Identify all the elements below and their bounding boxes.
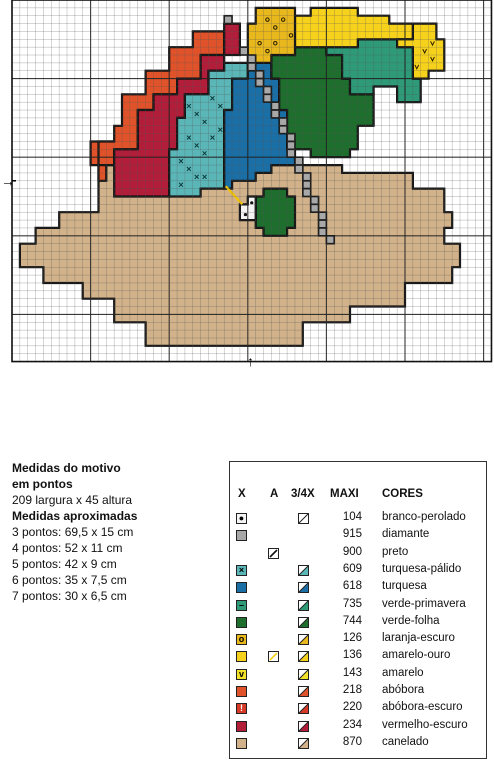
gray-stitch [256,71,264,79]
legend-row [230,666,486,684]
gray-stitch [319,228,327,236]
gray-stitch [279,126,287,134]
three-quarter-swatch [298,513,309,524]
measures-subtitle: em pontos [12,477,73,491]
cross-stitch-chart [0,0,494,375]
three-quarter-swatch [298,634,309,645]
gray-stitch [311,204,319,212]
die-pip [250,201,253,204]
legend-header-three-quarter: 3/4X [291,488,315,500]
legend-row [230,735,486,753]
gray-stitch [311,197,319,205]
measure-line: 7 pontos: 30 x 6,5 cm [12,589,127,603]
three-quarter-swatch [298,617,309,628]
gray-stitch [287,134,295,142]
legend-header-x: X [238,488,246,500]
three-quarter-swatch [298,721,309,732]
stitch-symbol: ! [240,703,243,714]
maxi-code: 618 [342,580,362,593]
color-name: amarelo-ouro [382,649,451,662]
motif-measurements [12,460,222,604]
legend-header-maxi: MAXI [330,488,359,500]
pattern-grid [0,0,494,375]
gray-stitch [264,94,272,102]
three-quarter-swatch [298,600,309,611]
maxi-code: 744 [342,614,362,627]
stitch-symbol: × [238,564,245,575]
color-name: verde-folha [382,614,440,627]
gray-stitch [271,110,279,118]
gray-stitch [303,173,311,181]
full-stitch-swatch [236,600,247,611]
three-quarter-swatch [298,651,309,662]
maxi-code: 220 [342,701,362,714]
gray-stitch [319,220,327,228]
gray-stitch [271,102,279,110]
maxi-code: 234 [342,718,362,731]
approx-measures-title: Medidas aproximadas [12,509,138,523]
color-name: amarelo [382,666,424,679]
stitch-count: 209 largura x 45 altura [12,493,133,507]
three-quarter-swatch [298,582,309,593]
stitch-symbol: o [238,634,245,645]
legend-row [230,579,486,597]
measure-line: 3 pontos: 69,5 x 15 cm [12,525,134,539]
color-name: preto [382,545,409,558]
legend-row [230,683,486,701]
gray-stitch [248,55,256,63]
maxi-code: 218 [342,684,362,696]
measure-line: 4 pontos: 52 x 11 cm [12,541,123,555]
full-stitch-swatch [236,634,247,645]
legend-row [230,562,486,580]
legend-row [230,545,486,563]
full-stitch-swatch [236,617,247,628]
legend-row [230,510,486,528]
full-stitch-swatch [236,738,247,749]
bottom-center-arrow: ↑ [247,353,254,369]
gray-stitch [287,149,295,157]
full-stitch-swatch [236,582,247,593]
color-name: canelado [382,735,429,748]
stitch-symbol: ● [238,513,245,523]
gray-stitch [248,63,256,71]
gray-stitch [224,16,232,24]
color-name: abóbora [382,684,425,696]
backstitch-swatch [268,548,279,559]
color-name: diamante [382,528,430,541]
backstitch-swatch [268,651,279,662]
gray-stitch [319,212,327,220]
maxi-code: 609 [342,562,362,575]
maxi-code: 735 [342,597,362,610]
full-stitch-swatch [236,669,247,680]
legend-row [230,648,486,666]
three-quarter-swatch [298,565,309,576]
three-quarter-swatch [298,738,309,749]
legend-header-a: A [270,488,279,500]
maxi-code: 915 [342,528,362,541]
gray-stitch [256,79,264,87]
full-stitch-swatch [236,513,247,524]
legend-row [230,597,486,615]
maxi-code: 136 [342,649,362,662]
three-quarter-swatch [298,669,309,680]
legend-row [230,527,486,545]
full-stitch-swatch [236,721,247,732]
full-stitch-swatch [236,686,247,697]
die-pip [244,213,247,216]
stitch-symbol: – [238,599,244,610]
three-quarter-swatch [298,703,309,714]
full-stitch-swatch [236,530,247,541]
legend-row [230,700,486,718]
gray-stitch [295,165,303,173]
maxi-code: 126 [342,632,362,645]
full-stitch-swatch [236,703,247,714]
color-name: turquesa-pálido [382,562,462,575]
three-quarter-swatch [298,686,309,697]
legend-row [230,631,486,649]
gray-stitch [287,141,295,149]
gray-stitch [326,236,334,244]
color-name: verde-primavera [382,597,466,610]
full-stitch-swatch [236,651,247,662]
full-stitch-swatch [236,565,247,576]
stitch-symbol: v [238,668,244,679]
legend-header-cores: CORES [382,488,423,500]
legend-row [230,718,486,736]
measures-title: Medidas do motivo [12,461,121,475]
gray-stitch [303,189,311,197]
maxi-code: 870 [342,735,362,748]
measure-line: 6 pontos: 35 x 7,5 cm [12,573,127,587]
color-name: branco-perolado [382,511,466,523]
gray-stitch [279,118,287,126]
color-name: vermelho-escuro [382,718,468,731]
color-name: laranja-escuro [382,632,455,645]
gray-stitch [240,47,248,55]
color-name: turquesa [382,580,427,593]
gray-stitch [303,181,311,189]
gray-stitch [295,157,303,165]
maxi-code: 104 [342,511,362,523]
maxi-code: 900 [342,545,362,558]
gray-stitch [264,86,272,94]
color-name: abóbora-escuro [382,701,463,714]
left-center-arrow: → [1,173,15,189]
legend-row [230,614,486,632]
measure-line: 5 pontos: 42 x 9 cm [12,557,117,571]
maxi-code: 143 [342,666,362,679]
color-legend [229,461,487,759]
